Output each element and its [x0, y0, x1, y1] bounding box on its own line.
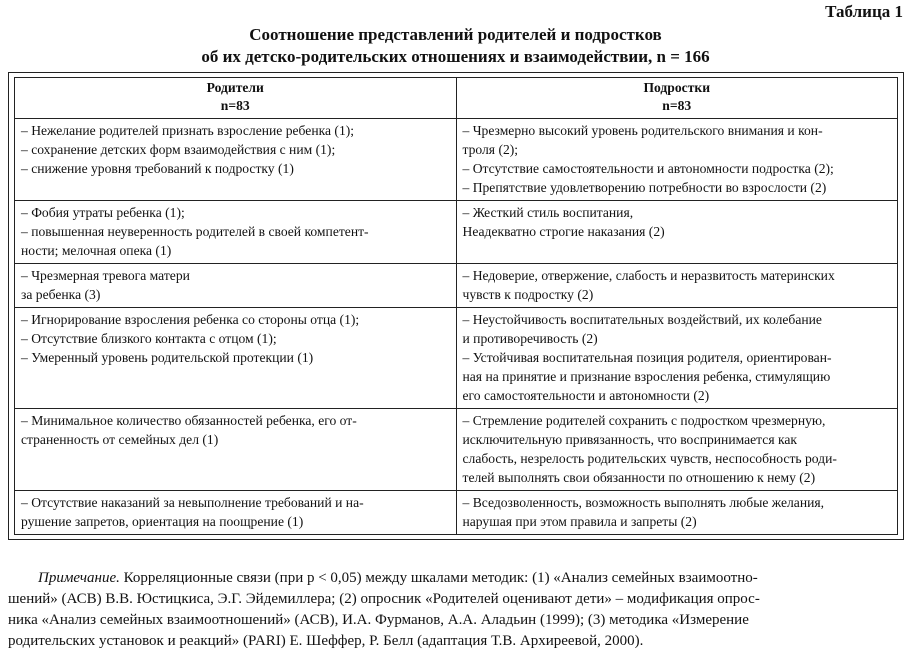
note-line: родительских установок и реакций» (PARI) Е. Шеффер, Р. Белл (адаптация Т.В. Архиреевой, 2000). — [8, 633, 644, 649]
cell-line: – Чрезмерная тревога матери — [21, 268, 190, 283]
cell-line: – Умеренный уровень родительской протекции (1) — [21, 350, 314, 365]
table-body — [15, 119, 898, 535]
cell-line: ная на принятие и признание взросления ребенка, стимулящию — [462, 369, 831, 384]
table-row — [15, 409, 898, 491]
table-row — [15, 264, 898, 308]
note-text: Корреляционные связи (при p < 0,05) между шкалами методик: (1) «Анализ семейных взаимоотно- — [119, 570, 758, 586]
cell-line: ности; мелочная опека (1) — [21, 243, 172, 258]
cell-line: – сохранение детских форм взаимодействия с ним (1); — [21, 142, 336, 157]
cell-line: – Чрезмерно высокий уровень родительского внимания и кон- — [462, 123, 823, 138]
cell-line: – Вседозволенность, возможность выполнять любые желания, — [462, 495, 825, 510]
teens-cell — [456, 264, 898, 308]
cell-line: его самостоятельности и автономности (2) — [462, 388, 710, 403]
header-parents-n: n=83 — [220, 98, 250, 113]
comparison-table — [14, 77, 898, 535]
header-row — [15, 78, 898, 119]
cell-line: рушение запретов, ориентация на поощрение (1) — [21, 514, 304, 529]
table-frame — [8, 72, 904, 540]
cell-line: – Отсутствие близкого контакта с отцом (1); — [21, 331, 277, 346]
cell-line: чувств к подростку (2) — [462, 287, 594, 302]
cell-line: – Отсутствие наказаний за невыполнение требований и на- — [21, 495, 364, 510]
header-parents-name: Родители — [206, 80, 264, 95]
cell-line: – Отсутствие самостоятельности и автономности подростка (2); — [462, 161, 834, 176]
note-line — [8, 568, 904, 589]
cell-line: – Жесткий стиль воспитания, — [462, 205, 634, 220]
header-parents — [15, 78, 457, 119]
table-row — [15, 119, 898, 201]
cell-line: – повышенная неуверенность родителей в своей компетент- — [21, 224, 369, 239]
table-caption — [0, 24, 911, 68]
caption-line-2: об их детско-родительских отношениях и взаимодействии, n = 166 — [201, 47, 710, 66]
cell-line: Неадекватно строгие наказания (2) — [462, 224, 665, 239]
teens-cell — [456, 491, 898, 535]
note-line: шений» (АСВ) В.В. Юстицкиса, Э.Г. Эйдемиллера; (2) опросник «Родителей оценивают дети» – модификация опрос- — [8, 591, 760, 607]
note-label: Примечание. — [38, 570, 120, 586]
cell-line: страненность от семейных дел (1) — [21, 432, 219, 447]
caption-line-1: Соотношение представлений родителей и подростков — [249, 25, 662, 44]
header-teens-name: Подростки — [643, 80, 711, 95]
cell-line: – Недоверие, отвержение, слабость и неразвитость материнских — [462, 268, 835, 283]
cell-line: слабость, незрелость родительских чувств, неспособность роди- — [462, 451, 837, 466]
cell-line: телей выполнять свои обязанности по отношению к нему (2) — [462, 470, 816, 485]
table-row — [15, 201, 898, 264]
cell-line: исключительную привязанность, что воспринимается как — [462, 432, 798, 447]
cell-line: – снижение уровня требований к подростку (1) — [21, 161, 294, 176]
parents-cell — [15, 308, 457, 409]
note-line: ника «Анализ семейных взаимоотношений» (АСВ), И.А. Фурманов, А.А. Аладьин (1999); (3) методика «Измерение — [8, 612, 749, 628]
cell-line: – Нежелание родителей признать взросление ребенка (1); — [21, 123, 355, 138]
cell-line: за ребенка (3) — [21, 287, 101, 302]
cell-line: – Устойчивая воспитательная позиция родителя, ориентирован- — [462, 350, 832, 365]
table-note — [8, 568, 904, 652]
cell-line: – Препятствие удовлетворению потребности во взрослости (2) — [462, 180, 827, 195]
table-row — [15, 491, 898, 535]
table-row — [15, 308, 898, 409]
parents-cell — [15, 119, 457, 201]
cell-line: – Игнорирование взросления ребенка со стороны отца (1); — [21, 312, 360, 327]
cell-line: – Стремление родителей сохранить с подростком чрезмерную, — [462, 413, 826, 428]
parents-cell — [15, 409, 457, 491]
header-teens-n: n=83 — [662, 98, 692, 113]
teens-cell — [456, 119, 898, 201]
cell-line: нарушая при этом правила и запреты (2) — [462, 514, 697, 529]
teens-cell — [456, 308, 898, 409]
cell-line: и противоречивость (2) — [462, 331, 598, 346]
parents-cell — [15, 491, 457, 535]
table-number: Таблица 1 — [825, 2, 903, 21]
teens-cell — [456, 201, 898, 264]
parents-cell — [15, 264, 457, 308]
cell-line: – Фобия утраты ребенка (1); — [21, 205, 185, 220]
header-teens — [456, 78, 898, 119]
parents-cell — [15, 201, 457, 264]
cell-line: – Минимальное количество обязанностей ребенка, его от- — [21, 413, 357, 428]
teens-cell — [456, 409, 898, 491]
cell-line: – Неустойчивость воспитательных воздействий, их колебание — [462, 312, 822, 327]
cell-line: троля (2); — [462, 142, 519, 157]
